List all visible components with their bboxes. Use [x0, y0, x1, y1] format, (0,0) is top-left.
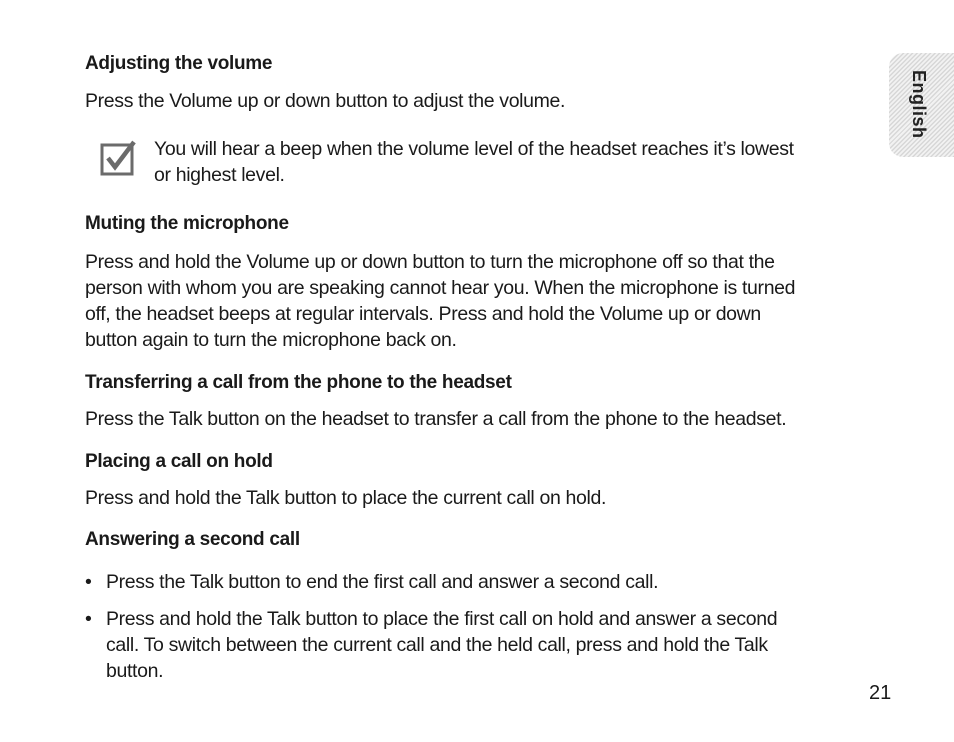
page-number: 21 [869, 682, 892, 704]
checkbox-note-icon [100, 139, 138, 177]
volume-body: Press the Volume up or down button to adjust the volume. [85, 90, 566, 112]
bullet-icon: • [85, 608, 92, 630]
volume-note [154, 136, 869, 188]
mute-line: button again to turn the microphone back on. [85, 329, 457, 351]
language-tab-label: English [909, 70, 929, 139]
list-item-text [106, 606, 777, 684]
list-item-line: button. [106, 660, 164, 682]
heading-placing-call-on-hold: Placing a call on hold [85, 451, 273, 472]
transfer-body: Press the Talk button on the headset to transfer a call from the phone to the headset. [85, 408, 787, 430]
heading-muting-microphone: Muting the microphone [85, 213, 289, 234]
mute-body [85, 249, 795, 353]
heading-answering-second-call: Answering a second call [85, 529, 300, 550]
list-item [85, 606, 875, 684]
list-item-text: Press the Talk button to end the first call and answer a second call. [106, 571, 659, 593]
hold-body: Press and hold the Talk button to place the current call on hold. [85, 487, 607, 509]
bullet-icon: • [85, 571, 92, 593]
list-item-line: Press and hold the Talk button to place the first call on hold and answer a second [106, 608, 778, 630]
list-item-line: call. To switch between the current call and the held call, press and hold the Talk [106, 634, 768, 656]
heading-transferring-call: Transferring a call from the phone to the headset [85, 372, 512, 393]
note-line: You will hear a beep when the volume level of the headset reaches it’s lowest [154, 138, 794, 160]
heading-adjusting-volume: Adjusting the volume [85, 53, 273, 74]
mute-line: Press and hold the Volume up or down button to turn the microphone off so that the [85, 251, 775, 273]
note-line: or highest level. [154, 164, 285, 186]
list-item [85, 569, 875, 595]
mute-line: off, the headset beeps at regular intervals. Press and hold the Volume up or down [85, 303, 761, 325]
mute-line: person with whom you are speaking cannot hear you. When the microphone is turned [85, 277, 796, 299]
